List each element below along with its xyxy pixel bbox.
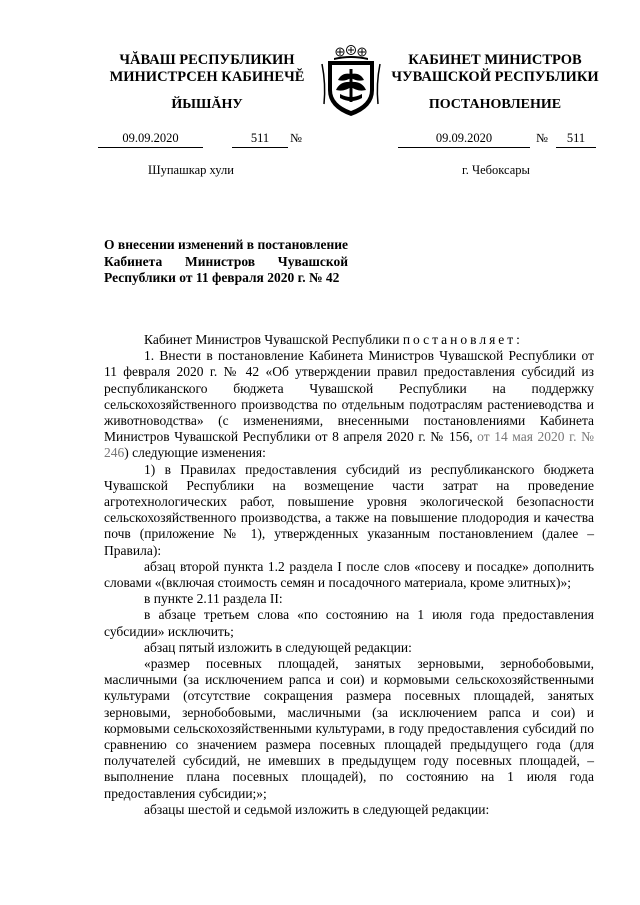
right-number-sign: № — [536, 131, 548, 145]
right-date: 09.09.2020 — [398, 131, 530, 148]
left-date: 09.09.2020 — [98, 131, 203, 148]
emblem-icon — [320, 44, 382, 118]
paragraph-3: абзац второй пункта 1.2 раздела I после слов «посеву и посадке» дополнить словами «(включая стоимость семян и посадочного материала, кроме элитных)»; — [104, 558, 594, 591]
paragraph-4: в пункте 2.11 раздела II: — [144, 591, 283, 607]
header-left-line1: ЧĂВАШ РЕСПУБЛИКИН — [119, 52, 295, 68]
header-left-org — [98, 52, 316, 86]
header-right-line1: КАБИНЕТ МИНИСТРОВ — [408, 52, 582, 68]
left-doc-type: ЙЫШĂНУ — [171, 97, 243, 112]
intro-prefix: Кабинет Министров Чувашской Республики — [144, 332, 403, 347]
intro-spaced: постановляет: — [402, 332, 523, 347]
left-number: 511 — [232, 131, 288, 148]
header-right-org — [385, 52, 605, 86]
p1-part-a: 1. Внести в постановление Кабинета Министров Чувашской Республики от 11 февраля 2020 г. № 42 «Об утверждении правил предоставления субсидий из республиканского бюджета Чувашской Республики на поддержку сельскохозяйственного производства по отдельным подотраслям растениеводства и животноводства» (с изменениями, внесенными постановлениями Кабинета Министров Чувашской Республики от 8 апреля 2020 г. № 156, — [104, 348, 594, 445]
intro-paragraph — [104, 332, 594, 348]
p1-part-c: ) следующие изменения: — [124, 445, 266, 461]
p1-part-b: от 14 мая 2020 г. № 246 — [104, 429, 594, 461]
document-subject: О внесении изменений в постановление Кабинета Министров Чувашской Республики от 11 февраля 2020 г. № 42 — [104, 237, 348, 285]
paragraph-8: абзацы шестой и седьмой изложить в следующей редакции: — [144, 801, 490, 817]
left-number-row — [98, 131, 318, 147]
right-number-row — [398, 131, 603, 147]
header-right-line2: ЧУВАШСКОЙ РЕСПУБЛИКИ — [391, 69, 599, 85]
document-body — [104, 332, 594, 818]
left-number-sign: № — [290, 131, 302, 145]
right-number: 511 — [556, 131, 596, 148]
header-left-line2: МИНИСТРСЕН КАБИНЕЧĔ — [109, 69, 305, 85]
paragraph-5: в абзаце третьем слова «по состоянию на 1 июля года предоставления субсидии» исключить; — [104, 607, 594, 639]
paragraph-2: 1) в Правилах предоставления субсидий из республиканского бюджета Чувашской Республики на возмещение части затрат на проведение агротехнологических работ, повышение уровня экологической безопасности сельскохозяйственного производства, а также на повышение плодородия и качества почв (приложение № 1), утвержденных указанным постановлением (далее – Правила): — [104, 461, 594, 558]
paragraph-7: «размер посевных площадей, занятых зерновыми, зернобобовыми, масличными (за исключением рапса и сои) и кормовыми сельскохозяйственными культурами (отсутствие сокращения размера посевных площадей, занятых зерновыми, зернобобовыми, масличными (за исключением рапса и сои) и кормовыми сельскохозяйственными культурами, в году предоставления субсидий по сравнению со значением размера посевных площадей предыдущего года (для получателей субсидий, не имевших в предыдущем году посевных площадей, – выполнение плана посевных площадей), по состоянию на 1 июля года предоставления субсидии;»; — [104, 656, 594, 801]
paragraph-6: абзац пятый изложить в следующей редакции: — [144, 639, 412, 655]
right-place: г. Чебоксары — [462, 163, 530, 177]
paragraph-1 — [104, 348, 594, 461]
left-place: Шупашкар хули — [148, 163, 234, 177]
right-doc-type: ПОСТАНОВЛЕНИЕ — [428, 97, 562, 112]
